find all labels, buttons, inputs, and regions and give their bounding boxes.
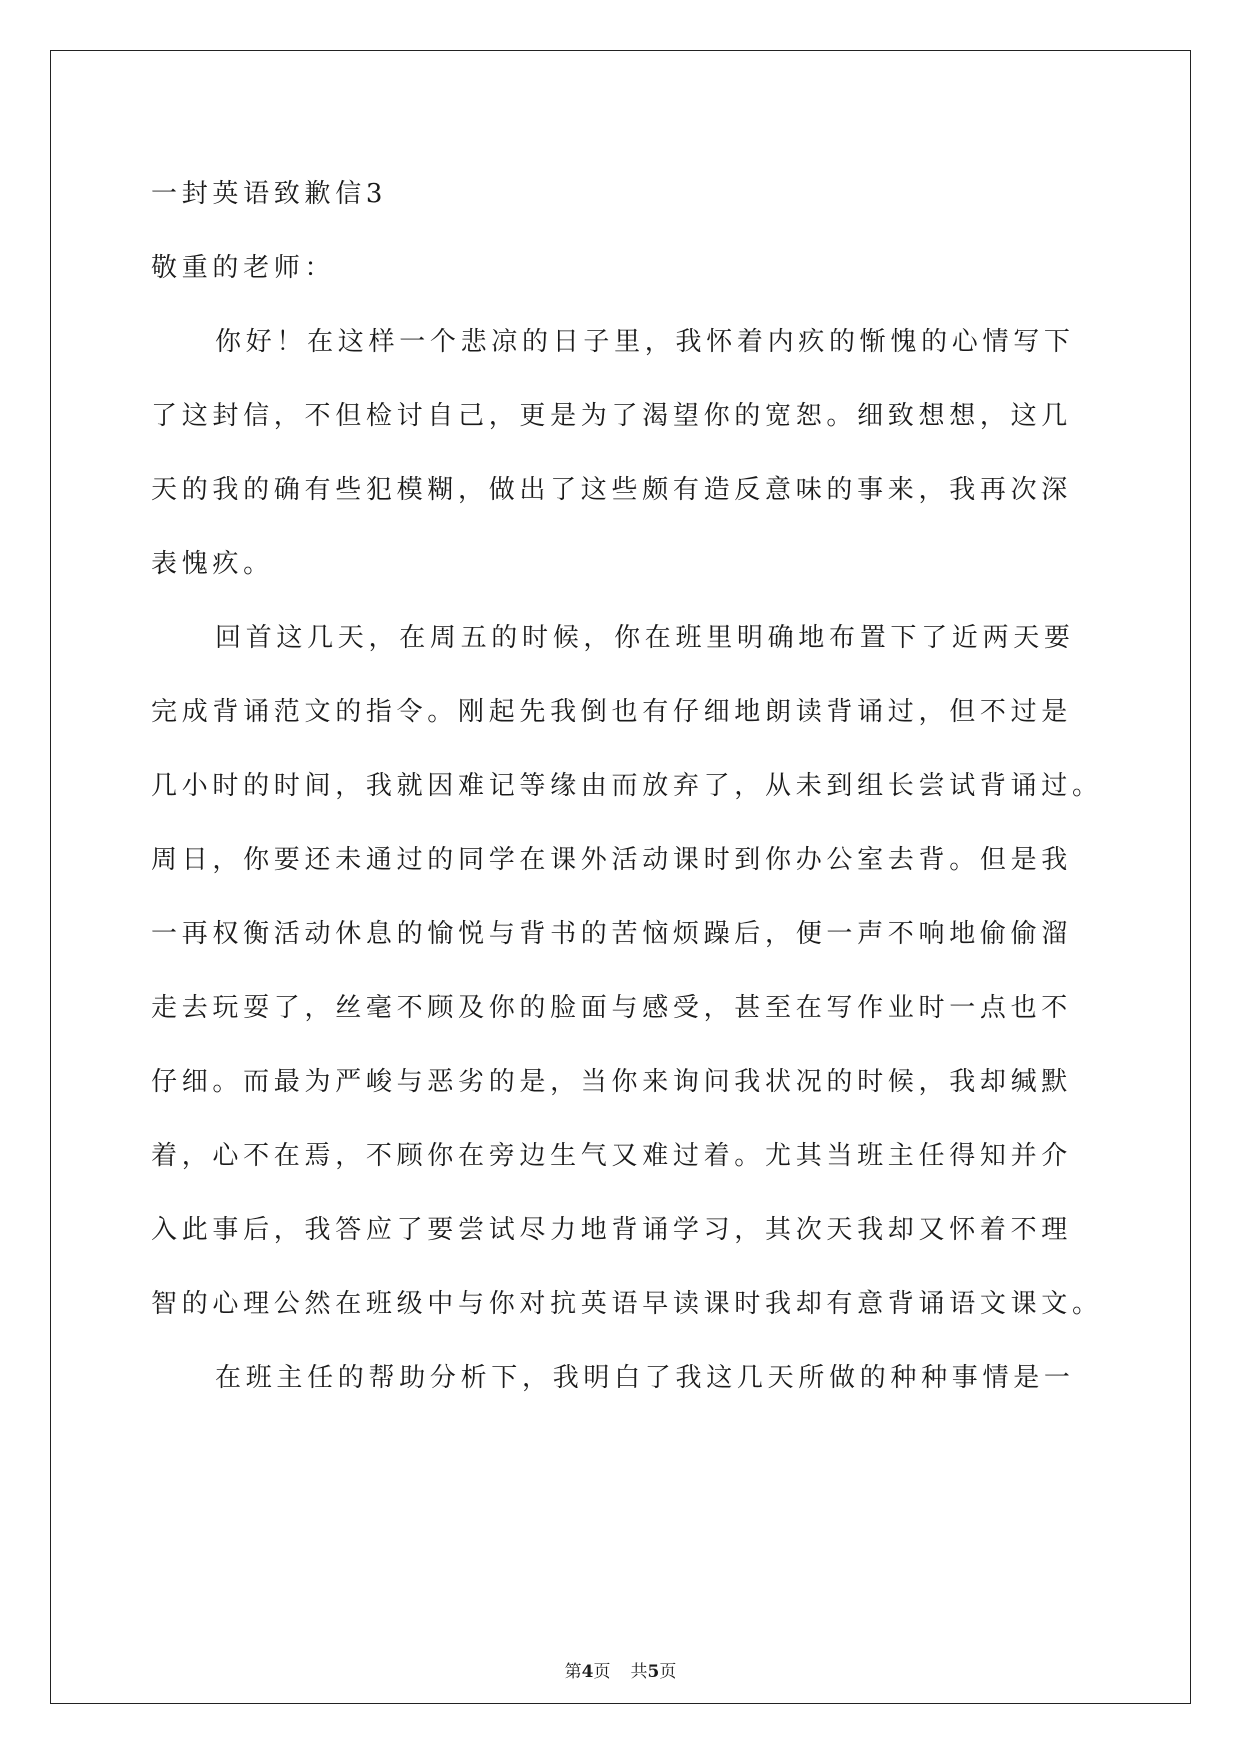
paragraph-line: 回首这几天，在周五的时候，你在班里明确地布置下了近两天要 <box>215 623 1075 653</box>
paragraph-line: 几小时的时间，我就因难记等缘由而放弃了，从未到组长尝试背诵过。 <box>151 771 1103 801</box>
paragraph-line: 完成背诵范文的指令。刚起先我倒也有仔细地朗读背诵过，但不过是 <box>151 697 1073 727</box>
paragraph-line: 一再权衡活动休息的愉悦与背书的苦恼烦躁后，便一声不响地偷偷溜 <box>151 919 1073 949</box>
paragraph-line: 在班主任的帮助分析下，我明白了我这几天所做的种种事情是一 <box>215 1363 1075 1393</box>
page-total: 5 <box>647 1662 660 1682</box>
document-body <box>151 157 1103 1415</box>
paragraph-line: 入此事后，我答应了要尝试尽力地背诵学习，其次天我却又怀着不理 <box>151 1215 1073 1245</box>
salutation: 敬重的老师： <box>151 253 336 283</box>
paragraph-line: 着，心不在焉，不顾你在旁边生气又难过着。尤其当班主任得知并介 <box>151 1141 1073 1171</box>
document-title: 一封英语致歉信3 <box>151 179 388 209</box>
paragraph-line: 智的心理公然在班级中与你对抗英语早读课时我却有意背诵语文课文。 <box>151 1289 1103 1319</box>
paragraph-3 <box>151 1341 1091 1415</box>
page-current: 4 <box>581 1662 594 1682</box>
page-prefix: 第 <box>564 1662 582 1682</box>
paragraph-line: 周日，你要还未通过的同学在课外活动课时到你办公室去背。但是我 <box>151 845 1073 875</box>
paragraph-line: 你好！在这样一个悲凉的日子里，我怀着内疚的惭愧的心情写下 <box>215 327 1075 357</box>
paragraph-line: 天的我的确有些犯模糊，做出了这些颇有造反意味的事来，我再次深 <box>151 475 1073 505</box>
page-mid: 页 <box>593 1662 611 1682</box>
paragraph-line: 表愧疚。 <box>151 549 274 579</box>
paragraph-2 <box>151 601 1103 1341</box>
paragraph-line: 走去玩耍了，丝毫不顾及你的脸面与感受，甚至在写作业时一点也不 <box>151 993 1073 1023</box>
paragraph-line: 了这封信，不但检讨自己，更是为了渴望你的宽恕。细致想想，这几 <box>151 401 1073 431</box>
paragraph-line: 仔细。而最为严峻与恶劣的是，当你来询问我状况的时候，我却缄默 <box>151 1067 1073 1097</box>
page-footer <box>0 1660 1241 1684</box>
total-prefix: 共 <box>630 1662 648 1682</box>
total-suffix: 页 <box>659 1662 677 1682</box>
paragraph-1 <box>151 305 1091 601</box>
